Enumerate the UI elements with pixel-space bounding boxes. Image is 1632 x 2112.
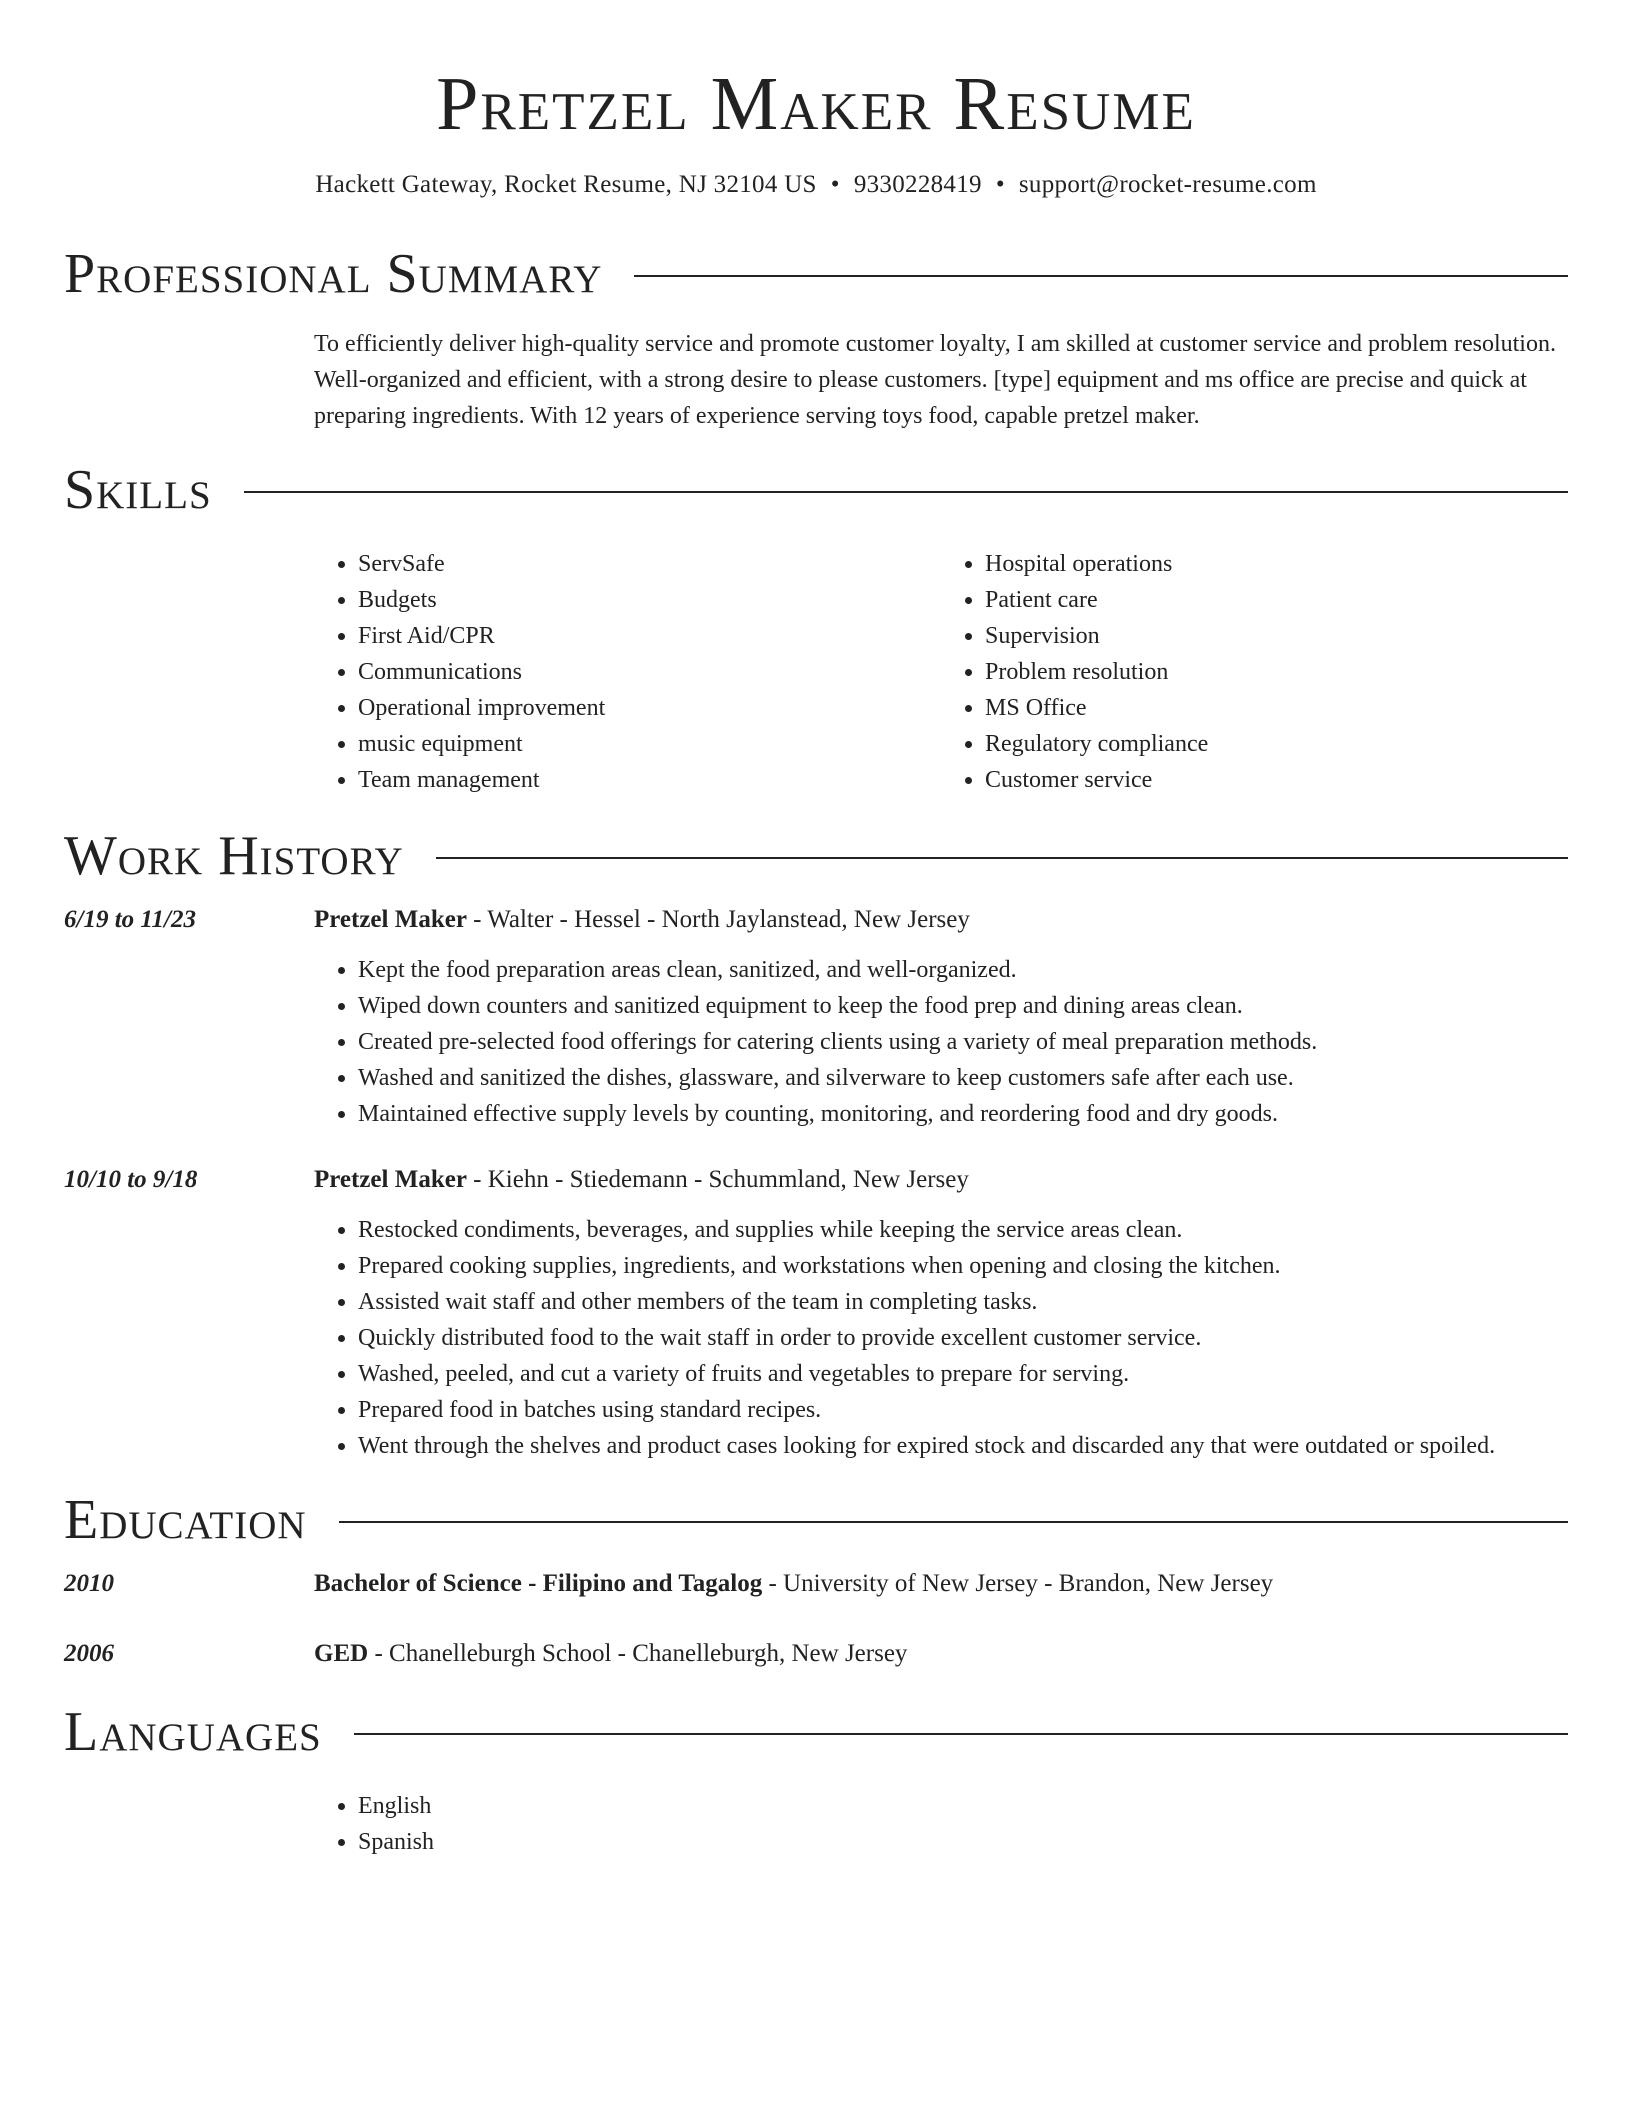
education-header (64, 1490, 1568, 1550)
skill-item: • Hospital operations (985, 546, 1568, 582)
skills-list-left (314, 546, 941, 798)
job-dates: 6/19 to 11/23 (64, 906, 196, 933)
job-bullet: • Went through the shelves and product cases looking for expired stock and discarded any that were outdated or spoiled. (358, 1428, 1568, 1464)
job-bullet: • Restocked condiments, beverages, and supplies while keeping the service areas clean. (358, 1212, 1568, 1248)
skills-header (64, 460, 1568, 520)
education-line (314, 1566, 1568, 1602)
skill-item: • Budgets (358, 582, 941, 618)
skill-item: • Communications (358, 654, 941, 690)
job-bullet: • Prepared cooking supplies, ingredients, and workstations when opening and closing the kitchen. (358, 1248, 1568, 1284)
job-bullets (314, 952, 1568, 1132)
education-year: 2006 (64, 1640, 114, 1667)
job-header (64, 1162, 1568, 1198)
job-bullet: • Wiped down counters and sanitized equipment to keep the food prep and dining areas clean. (358, 988, 1568, 1024)
summary-section (64, 244, 1568, 434)
summary-text: To efficiently deliver high-quality service and promote customer loyalty, I am skilled at customer service and problem resolution. Well-organized and efficient, with a strong desire to please customers. [type] equipment and ms office are precise and quick at preparing ingredients. With 12 years of experience serving toys food, capable pretzel maker. (314, 331, 1556, 429)
job-bullet: • Assisted wait staff and other members of the team in completing tasks. (358, 1284, 1568, 1320)
job-bullet: • Quickly distributed food to the wait staff in order to provide excellent customer service. (358, 1320, 1568, 1356)
skill-item: • MS Office (985, 690, 1568, 726)
summary-heading: Professional Summary (64, 243, 603, 305)
skill-item: • Regulatory compliance (985, 726, 1568, 762)
job-bullet: • Prepared food in batches using standard recipes. (358, 1392, 1568, 1428)
education-year: 2010 (64, 1570, 114, 1597)
work-heading: Work History (64, 825, 404, 887)
skill-item: • music equipment (358, 726, 941, 762)
job-title: Pretzel Maker (314, 1166, 467, 1193)
section-divider (244, 491, 1568, 493)
skills-list-right (941, 546, 1568, 798)
languages-heading: Languages (64, 1701, 322, 1763)
job-line (314, 1162, 1568, 1198)
skills-grid (314, 546, 1568, 798)
skill-item: • First Aid/CPR (358, 618, 941, 654)
section-divider (634, 275, 1568, 277)
contact-separator: • (995, 171, 1005, 198)
job-bullet: • Washed, peeled, and cut a variety of fruits and vegetables to prepare for serving. (358, 1356, 1568, 1392)
job-details: - Walter - Hessel - North Jaylanstead, New Jersey (466, 906, 970, 933)
section-divider (436, 857, 1568, 859)
job-entry (64, 1162, 1568, 1464)
skill-item: • ServSafe (358, 546, 941, 582)
education-entry (64, 1566, 1568, 1602)
education-heading: Education (64, 1489, 307, 1551)
education-entry (64, 1636, 1568, 1672)
contact-address: Hackett Gateway, Rocket Resume, NJ 32104 US (315, 171, 817, 198)
skills-heading: Skills (64, 459, 212, 521)
language-item: • English (358, 1788, 1568, 1824)
education-details: - Chanelleburgh School - Chanelleburgh, New Jersey (368, 1640, 908, 1667)
work-section (64, 826, 1568, 1464)
work-header (64, 826, 1568, 886)
job-bullets (314, 1212, 1568, 1464)
languages-header (64, 1702, 1568, 1762)
job-details: - Kiehn - Stiedemann - Schummland, New Jersey (466, 1166, 969, 1193)
contact-line (64, 168, 1568, 202)
contact-email: support@rocket-resume.com (1018, 171, 1317, 198)
job-entry (64, 902, 1568, 1132)
skill-item: • Problem resolution (985, 654, 1568, 690)
section-divider (339, 1521, 1568, 1523)
job-line (314, 902, 1568, 938)
education-section (64, 1490, 1568, 1672)
contact-phone: 9330228419 (853, 171, 982, 198)
education-degree: GED (314, 1640, 369, 1667)
skill-item: • Team management (358, 762, 941, 798)
job-header (64, 902, 1568, 938)
education-line (314, 1636, 1568, 1672)
skill-item: • Supervision (985, 618, 1568, 654)
job-bullet: • Washed and sanitized the dishes, glassware, and silverware to keep customers safe after each use. (358, 1060, 1568, 1096)
job-bullet: • Maintained effective supply levels by counting, monitoring, and reordering food and dry goods. (358, 1096, 1568, 1132)
language-item: • Spanish (358, 1824, 1568, 1860)
education-details: - University of New Jersey - Brandon, New Jersey (762, 1570, 1274, 1597)
skills-section (64, 460, 1568, 798)
skill-item: • Patient care (985, 582, 1568, 618)
languages-section (64, 1702, 1568, 1860)
job-bullet: • Created pre-selected food offerings for catering clients using a variety of meal preparation methods. (358, 1024, 1568, 1060)
languages-list (314, 1788, 1568, 1860)
summary-header (64, 244, 1568, 304)
contact-separator: • (830, 171, 840, 198)
education-degree: Bachelor of Science - Filipino and Tagalog (314, 1570, 763, 1597)
skill-item: • Operational improvement (358, 690, 941, 726)
job-title: Pretzel Maker (314, 906, 467, 933)
job-bullet: • Kept the food preparation areas clean, sanitized, and well-organized. (358, 952, 1568, 988)
skill-item: • Customer service (985, 762, 1568, 798)
section-divider (354, 1733, 1568, 1735)
job-dates: 10/10 to 9/18 (64, 1166, 198, 1193)
resume-title: Pretzel Maker Resume (436, 62, 1196, 146)
